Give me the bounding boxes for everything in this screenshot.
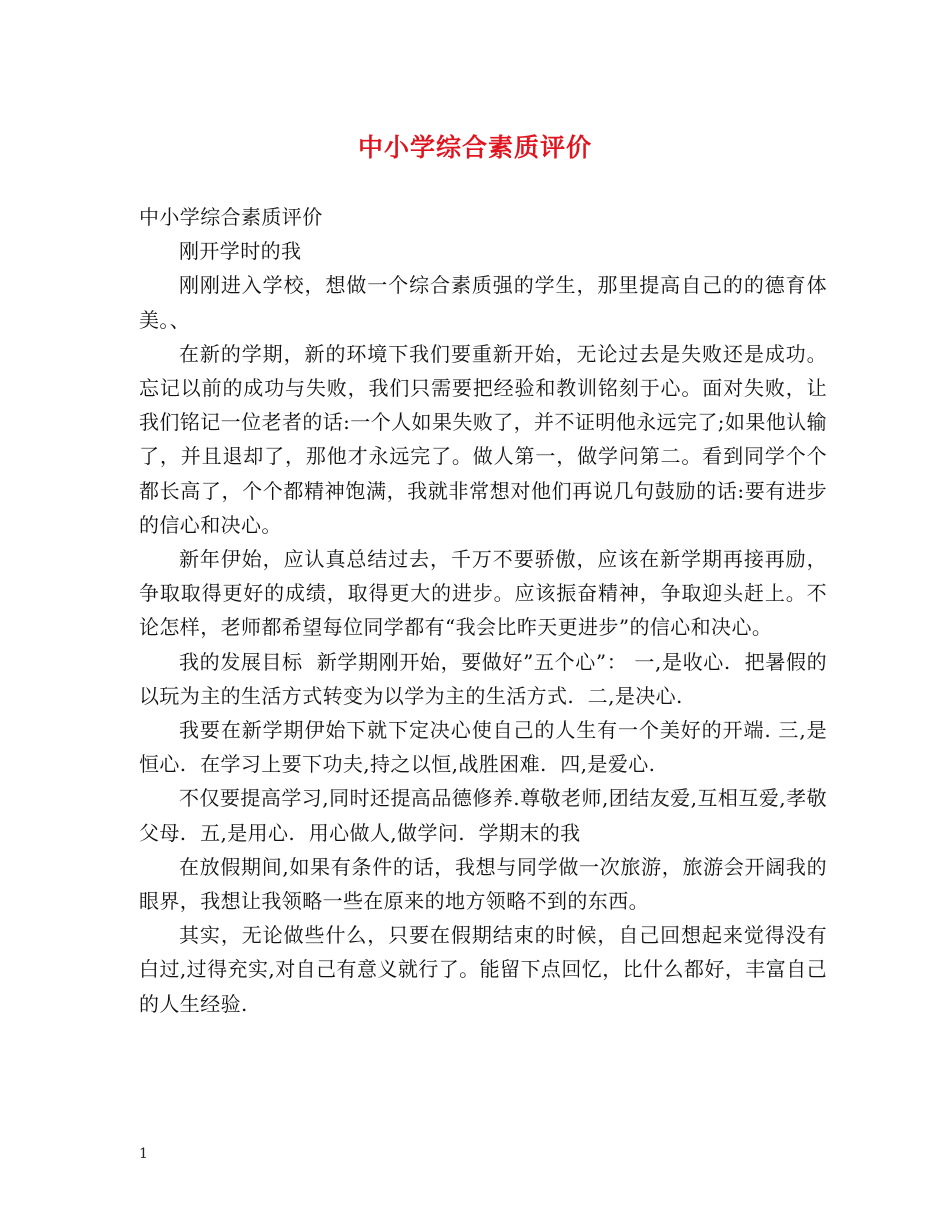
body-paragraph: 刚刚进入学校，想做一个综合素质强的学生，那里提高自己的的德育体美。、 xyxy=(139,273,827,332)
subtitle-paragraph: 中小学综合素质评价 xyxy=(139,205,323,229)
section-heading-start: 刚开学时的我 xyxy=(179,239,302,264)
document-title: 中小学综合素质评价 xyxy=(357,133,592,162)
body-paragraph: 在放假期间,如果有条件的话，我想与同学做一次旅游，旅游会开阔我的眼界，我想让我领略一些在原来的地方领略不到的东西。 xyxy=(139,854,827,914)
document-body xyxy=(139,200,827,1021)
body-paragraph: 在新的学期，新的环境下我们要重新开始，无论过去是失败还是成功。忘记以前的成功与失败，我们只需要把经验和教训铭刻于心。面对失败，让我们铭记一位老者的话:一个人如果失败了，并不证明他永远完了;如果他认输了，并且退却了，那他才永远完了。做人第一，做学问第二。看到同学个个都长高了，个个都精神饱满，我就非常想对他们再说几句鼓励的话:要有进步的信心和决心。 xyxy=(139,341,827,537)
page-number: 1 xyxy=(139,1146,148,1162)
body-paragraph: 新年伊始，应认真总结过去，千万不要骄傲，应该在新学期再接再励，争取取得更好的成绩，取得更大的进步。应该振奋精神，争取迎头赶上。不论怎样，老师都希望每位同学都有“我会比昨天更进步”的信心和决心。 xyxy=(139,547,827,640)
body-paragraph: 不仅要提高学习,同时还提高品德修养.尊敬老师,团结友爱,互相互爱,孝敬父母. 五,是用心. 用心做人,做学问. 学期末的我 xyxy=(139,786,827,845)
body-paragraph: 其实，无论做些什么，只要在假期结束的时候，自己回想起来觉得没有白过,过得充实,对自己有意义就行了。能留下点回忆，比什么都好，丰富自己的人生经验. xyxy=(139,923,827,1016)
body-paragraph: 我要在新学期伊始下就下定决心使自己的人生有一个美好的开端. 三,是恒心. 在学习上要下功夫,持之以恒,战胜困难. 四,是爱心. xyxy=(139,718,827,777)
body-paragraph: 我的发展目标 新学期刚开始，要做好”五个心”： 一,是收心. 把暑假的以玩为主的生活方式转变为以学为主的生活方式. 二,是决心. xyxy=(139,649,827,708)
